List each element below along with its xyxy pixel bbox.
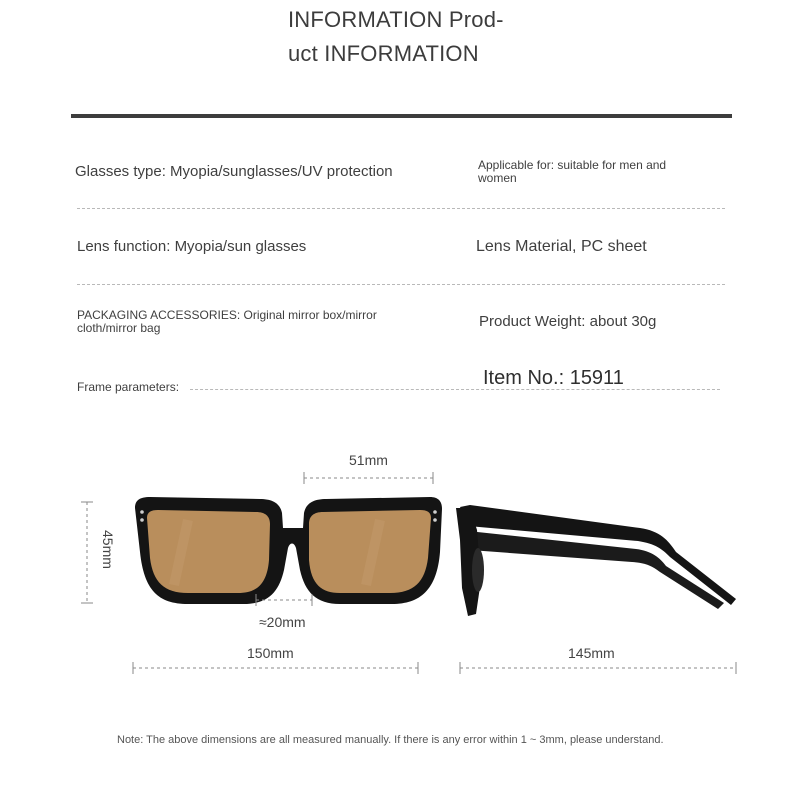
- product-weight-spec: Product Weight: about 30g: [479, 313, 657, 330]
- page-title-line-2: uct INFORMATION: [288, 41, 479, 66]
- frame-width-label: 150mm: [247, 645, 294, 661]
- hinge-stud: [140, 510, 144, 514]
- packaging-accessories-spec: PACKAGING ACCESSORIES: Original mirror box/mirror cloth/mirror bag: [77, 308, 377, 335]
- side-view-glasses: [456, 505, 736, 616]
- lens-height-label: 45mm: [100, 530, 116, 569]
- glasses-type-spec: Glasses type: Myopia/sunglasses/UV protection: [75, 163, 393, 180]
- lens-material-spec: Lens Material, PC sheet: [476, 238, 647, 255]
- applicable-for-spec: Applicable for: suitable for men and women: [478, 158, 667, 185]
- page-title-line-1: INFORMATION Prod-: [288, 7, 504, 32]
- lens-width-label: 51mm: [349, 452, 388, 468]
- measurement-note: Note: The above dimensions are all measured manually. If there is any error within 1 ~ 3mm, please understand.: [117, 734, 664, 746]
- frame-parameters-label: Frame parameters:: [77, 380, 180, 394]
- bridge-width-label: ≈20mm: [259, 614, 306, 630]
- lens-function-spec: Lens function: Myopia/sun glasses: [77, 238, 307, 255]
- temple-length-label: 145mm: [568, 645, 615, 661]
- temple-lower: [468, 531, 724, 609]
- front-view-glasses: [135, 497, 442, 604]
- item-number: Item No.: 15911: [483, 367, 624, 389]
- left-lens: [147, 510, 270, 593]
